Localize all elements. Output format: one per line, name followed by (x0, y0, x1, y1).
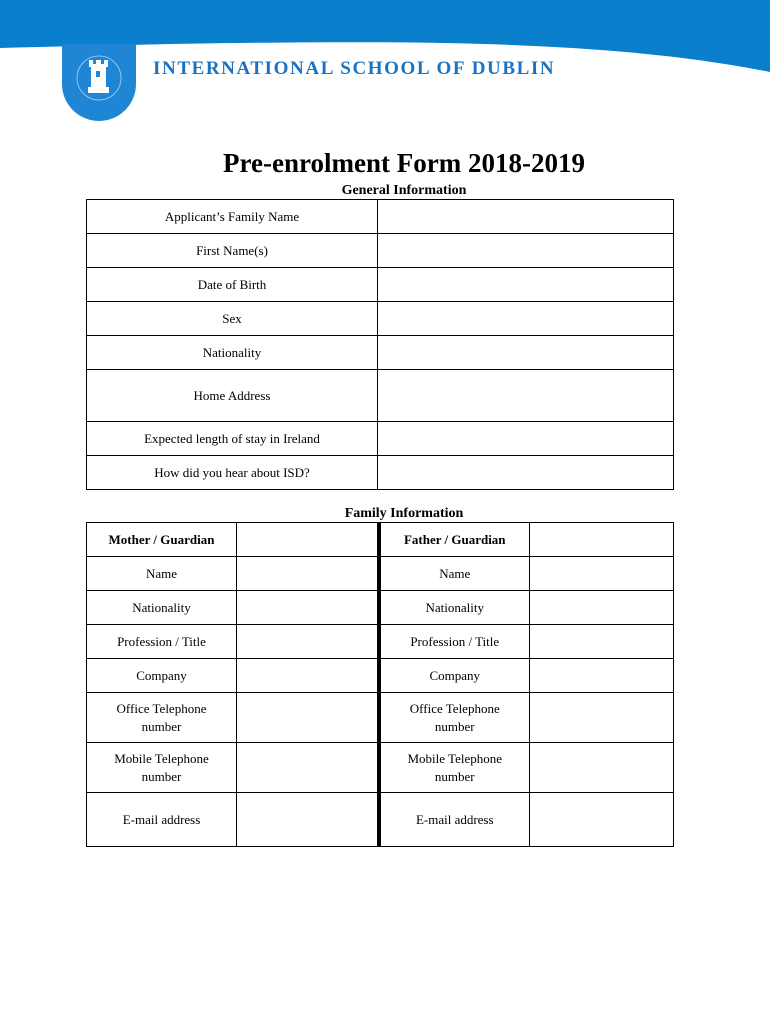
school-logo (56, 40, 142, 126)
father-office-phone-input[interactable] (530, 693, 674, 743)
table-row (87, 743, 674, 793)
field-label: How did you hear about ISD? (87, 456, 378, 490)
family-information-heading: Family Information (344, 506, 464, 521)
mother-company-input[interactable] (237, 659, 379, 693)
field-label: Office Telephone number (87, 693, 237, 743)
field-label: Name (379, 557, 530, 591)
field-label: First Name(s) (87, 234, 378, 268)
field-label: Mobile Telephone number (87, 743, 237, 793)
table-row (87, 523, 674, 557)
general-information-table (86, 199, 674, 490)
mother-name-input[interactable] (237, 557, 379, 591)
table-row (87, 793, 674, 847)
father-guardian-input[interactable] (530, 523, 674, 557)
table-row (87, 234, 674, 268)
father-guardian-header: Father / Guardian (379, 523, 530, 557)
nationality-input[interactable] (378, 336, 674, 370)
field-label: Office Telephone number (379, 693, 530, 743)
field-label: Profession / Title (379, 625, 530, 659)
table-row (87, 591, 674, 625)
mother-mobile-phone-input[interactable] (237, 743, 379, 793)
father-name-input[interactable] (530, 557, 674, 591)
first-names-input[interactable] (378, 234, 674, 268)
table-row (87, 370, 674, 422)
family-name-input[interactable] (378, 200, 674, 234)
field-label: Profession / Title (87, 625, 237, 659)
field-label: Nationality (87, 591, 237, 625)
field-label: Company (87, 659, 237, 693)
father-nationality-input[interactable] (530, 591, 674, 625)
field-label: E-mail address (87, 793, 237, 847)
mother-email-input[interactable] (237, 793, 379, 847)
field-label: E-mail address (379, 793, 530, 847)
mother-office-phone-input[interactable] (237, 693, 379, 743)
sex-input[interactable] (378, 302, 674, 336)
field-label: Applicant’s Family Name (87, 200, 378, 234)
form-title: Pre-enrolment Form 2018-2019 (223, 148, 585, 178)
school-name: INTERNATIONAL SCHOOL OF DUBLIN (153, 58, 556, 79)
table-row (87, 693, 674, 743)
father-profession-input[interactable] (530, 625, 674, 659)
mother-profession-input[interactable] (237, 625, 379, 659)
length-of-stay-input[interactable] (378, 422, 674, 456)
heard-about-input[interactable] (378, 456, 674, 490)
table-row (87, 302, 674, 336)
date-of-birth-input[interactable] (378, 268, 674, 302)
mother-nationality-input[interactable] (237, 591, 379, 625)
table-row (87, 268, 674, 302)
table-row (87, 336, 674, 370)
table-row (87, 557, 674, 591)
field-label: Date of Birth (87, 268, 378, 302)
father-company-input[interactable] (530, 659, 674, 693)
general-information-heading: General Information (341, 183, 467, 198)
father-email-input[interactable] (530, 793, 674, 847)
field-label: Expected length of stay in Ireland (87, 422, 378, 456)
family-information-table (86, 522, 674, 847)
field-label: Sex (87, 302, 378, 336)
field-label: Nationality (87, 336, 378, 370)
field-label: Nationality (379, 591, 530, 625)
table-row (87, 422, 674, 456)
field-label: Mobile Telephone number (379, 743, 530, 793)
table-row (87, 200, 674, 234)
mother-guardian-input[interactable] (237, 523, 379, 557)
table-row (87, 659, 674, 693)
father-mobile-phone-input[interactable] (530, 743, 674, 793)
home-address-input[interactable] (378, 370, 674, 422)
field-label: Name (87, 557, 237, 591)
mother-guardian-header: Mother / Guardian (87, 523, 237, 557)
field-label: Home Address (87, 370, 378, 422)
table-row (87, 456, 674, 490)
field-label: Company (379, 659, 530, 693)
table-row (87, 625, 674, 659)
